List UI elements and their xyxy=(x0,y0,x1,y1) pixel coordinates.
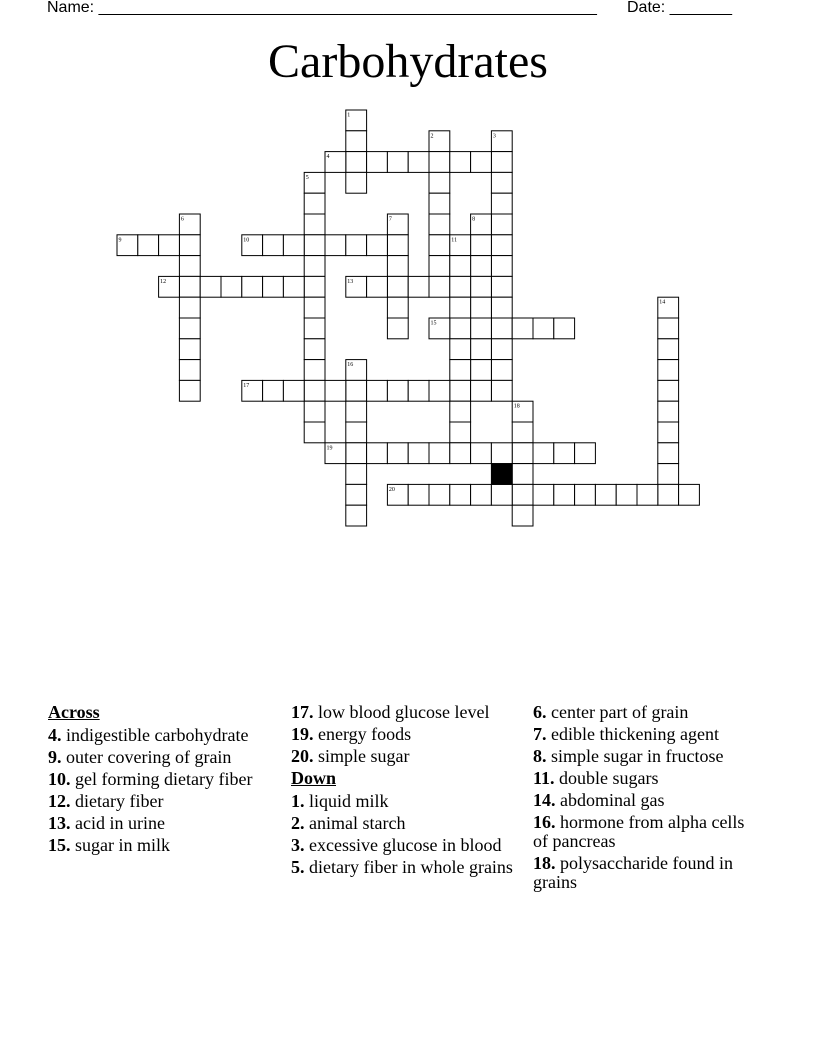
clue-text: energy foods xyxy=(318,724,412,744)
grid-cell[interactable] xyxy=(575,484,596,505)
grid-cell[interactable] xyxy=(658,401,679,422)
clue-number: 18. xyxy=(533,853,556,873)
clue-text: liquid milk xyxy=(309,791,389,811)
date-field-label: Date: _______ xyxy=(627,0,732,16)
clue-number: 12. xyxy=(48,791,71,811)
grid-cell[interactable] xyxy=(471,297,492,318)
clue-number: 10. xyxy=(48,769,71,789)
grid-cell[interactable] xyxy=(471,256,492,277)
grid-cell[interactable] xyxy=(512,484,533,505)
grid-cell[interactable] xyxy=(658,380,679,401)
grid-cell[interactable] xyxy=(263,276,284,297)
clue-text: outer covering of grain xyxy=(66,747,232,767)
grid-cell[interactable] xyxy=(367,235,388,256)
grid-cell[interactable] xyxy=(533,318,554,339)
clue-text: hormone from alpha cells of pancreas xyxy=(533,812,745,851)
clue-down xyxy=(533,854,758,892)
grid-cell[interactable] xyxy=(491,256,512,277)
grid-cell[interactable] xyxy=(304,360,325,381)
clue-number: 5. xyxy=(291,857,305,877)
grid-cell[interactable] xyxy=(658,318,679,339)
grid-cell[interactable] xyxy=(658,484,679,505)
clue-across xyxy=(48,792,270,811)
clue-text: low blood glucose level xyxy=(318,702,490,722)
grid-cell[interactable] xyxy=(367,380,388,401)
cell-number: 19 xyxy=(326,445,333,452)
clue-number: 17. xyxy=(291,702,314,722)
grid-cell[interactable] xyxy=(429,256,450,277)
clue-across xyxy=(291,725,513,744)
grid-cell[interactable] xyxy=(450,276,471,297)
clue-across xyxy=(48,726,270,745)
grid-cell[interactable] xyxy=(346,464,367,485)
grid-cell[interactable] xyxy=(491,172,512,193)
cell-number: 6 xyxy=(180,216,184,223)
grid-cell[interactable] xyxy=(325,380,346,401)
grid-cell[interactable] xyxy=(491,297,512,318)
grid-cell[interactable] xyxy=(491,380,512,401)
cell-number: 7 xyxy=(388,216,392,223)
clue-column-2 xyxy=(291,703,513,880)
grid-cell[interactable] xyxy=(138,235,159,256)
clue-number: 19. xyxy=(291,724,314,744)
grid-cell[interactable] xyxy=(179,235,200,256)
grid-cell[interactable] xyxy=(554,484,575,505)
grid-cell[interactable] xyxy=(387,152,408,173)
grid-cell[interactable] xyxy=(491,318,512,339)
grid-cell[interactable] xyxy=(283,380,304,401)
grid-cell[interactable] xyxy=(491,235,512,256)
grid-cell[interactable] xyxy=(221,276,242,297)
grid-cell[interactable] xyxy=(471,235,492,256)
clue-column-1 xyxy=(48,703,270,858)
grid-cell[interactable] xyxy=(450,380,471,401)
grid-cell[interactable] xyxy=(575,443,596,464)
grid-cell[interactable] xyxy=(450,484,471,505)
grid-cell[interactable] xyxy=(387,276,408,297)
clue-text: simple sugar xyxy=(318,746,410,766)
grid-cell[interactable] xyxy=(387,297,408,318)
grid-cell[interactable] xyxy=(304,401,325,422)
clue-text: double sugars xyxy=(559,768,659,788)
grid-cell[interactable] xyxy=(429,152,450,173)
grid-cell[interactable] xyxy=(429,214,450,235)
clue-number: 2. xyxy=(291,813,305,833)
grid-cell[interactable] xyxy=(658,360,679,381)
grid-cell[interactable] xyxy=(387,443,408,464)
clue-across xyxy=(291,747,513,766)
grid-cell[interactable] xyxy=(179,318,200,339)
grid-cell[interactable] xyxy=(429,172,450,193)
grid-cell[interactable] xyxy=(159,235,180,256)
clue-text: abdominal gas xyxy=(560,790,665,810)
grid-cell[interactable] xyxy=(429,484,450,505)
clue-number: 11. xyxy=(533,768,555,788)
grid-cell[interactable] xyxy=(450,297,471,318)
grid-cell[interactable] xyxy=(491,193,512,214)
grid-cell[interactable] xyxy=(512,422,533,443)
grid-cell[interactable] xyxy=(471,380,492,401)
cell-number: 10 xyxy=(243,237,250,244)
grid-cell[interactable] xyxy=(512,505,533,526)
grid-cell[interactable] xyxy=(346,505,367,526)
grid-cell[interactable] xyxy=(179,380,200,401)
grid-cell[interactable] xyxy=(491,276,512,297)
grid-cell[interactable] xyxy=(616,484,637,505)
clue-number: 15. xyxy=(48,835,71,855)
cell-number: 2 xyxy=(430,133,434,140)
clue-text: sugar in milk xyxy=(75,835,170,855)
clue-text: indigestible carbohydrate xyxy=(66,725,249,745)
cell-number: 12 xyxy=(160,278,167,285)
clue-text: edible thickening agent xyxy=(551,724,719,744)
clue-number: 9. xyxy=(48,747,62,767)
grid-cell[interactable] xyxy=(304,422,325,443)
clue-number: 6. xyxy=(533,702,547,722)
grid-cell[interactable] xyxy=(367,443,388,464)
grid-cell[interactable] xyxy=(471,484,492,505)
grid-cell[interactable] xyxy=(637,484,658,505)
across-heading: Across xyxy=(48,702,100,722)
clue-text: excessive glucose in blood xyxy=(309,835,502,855)
clue-across xyxy=(48,770,270,789)
cell-number: 11 xyxy=(451,237,458,244)
grid-cell[interactable] xyxy=(429,380,450,401)
grid-cell[interactable] xyxy=(512,464,533,485)
clue-across xyxy=(48,814,270,833)
grid-cell[interactable] xyxy=(179,276,200,297)
clue-text: acid in urine xyxy=(75,813,165,833)
black-cell xyxy=(491,464,512,485)
grid-cell[interactable] xyxy=(450,256,471,277)
clue-text: dietary fiber xyxy=(75,791,164,811)
clue-text: simple sugar in fructose xyxy=(551,746,724,766)
clue-down xyxy=(533,769,758,788)
cell-number: 3 xyxy=(492,133,496,140)
grid-cell[interactable] xyxy=(304,318,325,339)
grid-cell[interactable] xyxy=(471,339,492,360)
grid-cell[interactable] xyxy=(346,422,367,443)
clue-down xyxy=(533,703,758,722)
grid-cell[interactable] xyxy=(304,256,325,277)
grid-cell[interactable] xyxy=(346,484,367,505)
grid-cell[interactable] xyxy=(304,193,325,214)
clue-down xyxy=(291,814,513,833)
grid-cell[interactable] xyxy=(471,318,492,339)
grid-cell[interactable] xyxy=(679,484,700,505)
grid-cell[interactable] xyxy=(387,380,408,401)
cell-number: 1 xyxy=(347,112,351,119)
grid-cell[interactable] xyxy=(408,484,429,505)
cell-number: 18 xyxy=(513,403,520,410)
grid-cell[interactable] xyxy=(658,339,679,360)
clue-number: 1. xyxy=(291,791,305,811)
cell-number: 5 xyxy=(305,174,309,181)
clue-down xyxy=(533,791,758,810)
grid-cell[interactable] xyxy=(263,380,284,401)
grid-cell[interactable] xyxy=(429,193,450,214)
clue-number: 16. xyxy=(533,812,556,832)
grid-cell[interactable] xyxy=(658,443,679,464)
grid-cell[interactable] xyxy=(263,235,284,256)
cell-number: 20 xyxy=(388,486,395,493)
clue-number: 7. xyxy=(533,724,547,744)
clue-number: 13. xyxy=(48,813,71,833)
grid-cell[interactable] xyxy=(283,235,304,256)
grid-cell[interactable] xyxy=(325,235,346,256)
grid-cell[interactable] xyxy=(658,422,679,443)
grid-cell[interactable] xyxy=(658,464,679,485)
grid-cell[interactable] xyxy=(491,214,512,235)
grid-cell[interactable] xyxy=(304,214,325,235)
grid-cell[interactable] xyxy=(346,235,367,256)
grid-cell[interactable] xyxy=(346,172,367,193)
grid-cell[interactable] xyxy=(450,339,471,360)
grid-cell[interactable] xyxy=(367,152,388,173)
grid-cell[interactable] xyxy=(450,152,471,173)
grid-cell[interactable] xyxy=(408,443,429,464)
grid-cell[interactable] xyxy=(491,443,512,464)
clue-across xyxy=(291,703,513,722)
grid-cell[interactable] xyxy=(304,235,325,256)
clue-text: dietary fiber in whole grains xyxy=(309,857,513,877)
clue-across xyxy=(48,748,270,767)
grid-cell[interactable] xyxy=(450,401,471,422)
grid-cell[interactable] xyxy=(387,256,408,277)
clue-text: gel forming dietary fiber xyxy=(75,769,253,789)
clue-down xyxy=(291,858,513,877)
grid-cell[interactable] xyxy=(304,339,325,360)
grid-cell[interactable] xyxy=(429,443,450,464)
clue-down xyxy=(291,836,513,855)
cell-number: 15 xyxy=(430,320,437,327)
grid-cell[interactable] xyxy=(346,131,367,152)
cell-number: 14 xyxy=(659,299,666,306)
grid-cell[interactable] xyxy=(179,256,200,277)
grid-cell[interactable] xyxy=(283,276,304,297)
grid-cell[interactable] xyxy=(491,360,512,381)
grid-cell[interactable] xyxy=(179,297,200,318)
cell-number: 17 xyxy=(243,382,250,389)
grid-cell[interactable] xyxy=(179,360,200,381)
grid-cell[interactable] xyxy=(346,401,367,422)
clue-number: 20. xyxy=(291,746,314,766)
clue-text: animal starch xyxy=(309,813,406,833)
clue-column-3 xyxy=(533,703,758,895)
clue-text: polysaccharide found in grains xyxy=(533,853,733,892)
cell-number: 16 xyxy=(347,362,354,369)
grid-cell[interactable] xyxy=(408,380,429,401)
grid-cell[interactable] xyxy=(387,235,408,256)
grid-cell[interactable] xyxy=(554,443,575,464)
cell-number: 13 xyxy=(347,278,354,285)
grid-cell[interactable] xyxy=(429,276,450,297)
grid-cell[interactable] xyxy=(512,443,533,464)
clue-number: 8. xyxy=(533,746,547,766)
name-field-label: Name: ________________________________________________________ xyxy=(47,0,597,16)
grid-cell[interactable] xyxy=(346,152,367,173)
down-heading: Down xyxy=(291,768,337,788)
grid-cell[interactable] xyxy=(491,152,512,173)
grid-cell[interactable] xyxy=(408,276,429,297)
grid-cell[interactable] xyxy=(304,276,325,297)
grid-cell[interactable] xyxy=(533,443,554,464)
page-title: Carbohydrates xyxy=(268,35,548,88)
grid-cell[interactable] xyxy=(450,422,471,443)
grid-cell[interactable] xyxy=(491,339,512,360)
grid-cell[interactable] xyxy=(304,297,325,318)
clue-number: 14. xyxy=(533,790,556,810)
cell-number: 4 xyxy=(326,154,330,161)
grid-cell[interactable] xyxy=(533,484,554,505)
grid-cell[interactable] xyxy=(450,360,471,381)
grid-cell[interactable] xyxy=(346,443,367,464)
grid-cell[interactable] xyxy=(471,276,492,297)
grid-cell[interactable] xyxy=(367,276,388,297)
grid-cell[interactable] xyxy=(471,443,492,464)
clue-number: 3. xyxy=(291,835,305,855)
grid-cell[interactable] xyxy=(491,484,512,505)
grid-cell[interactable] xyxy=(242,276,263,297)
clue-number: 4. xyxy=(48,725,62,745)
clue-down xyxy=(533,813,758,851)
clue-down xyxy=(533,725,758,744)
grid-cell[interactable] xyxy=(554,318,575,339)
grid-cell[interactable] xyxy=(200,276,221,297)
grid-cell[interactable] xyxy=(179,339,200,360)
clue-down xyxy=(533,747,758,766)
grid-cell[interactable] xyxy=(471,360,492,381)
grid-cell[interactable] xyxy=(346,380,367,401)
clue-across xyxy=(48,836,270,855)
grid-cell[interactable] xyxy=(304,380,325,401)
grid-cell[interactable] xyxy=(408,152,429,173)
grid-cell[interactable] xyxy=(450,318,471,339)
grid-cell[interactable] xyxy=(471,152,492,173)
grid-cell[interactable] xyxy=(387,318,408,339)
cell-number: 8 xyxy=(472,216,476,223)
grid-cell[interactable] xyxy=(595,484,616,505)
grid-cell[interactable] xyxy=(450,443,471,464)
clue-down xyxy=(291,792,513,811)
cell-number: 9 xyxy=(118,237,122,244)
grid-cell[interactable] xyxy=(512,318,533,339)
clue-text: center part of grain xyxy=(551,702,689,722)
grid-cell[interactable] xyxy=(429,235,450,256)
